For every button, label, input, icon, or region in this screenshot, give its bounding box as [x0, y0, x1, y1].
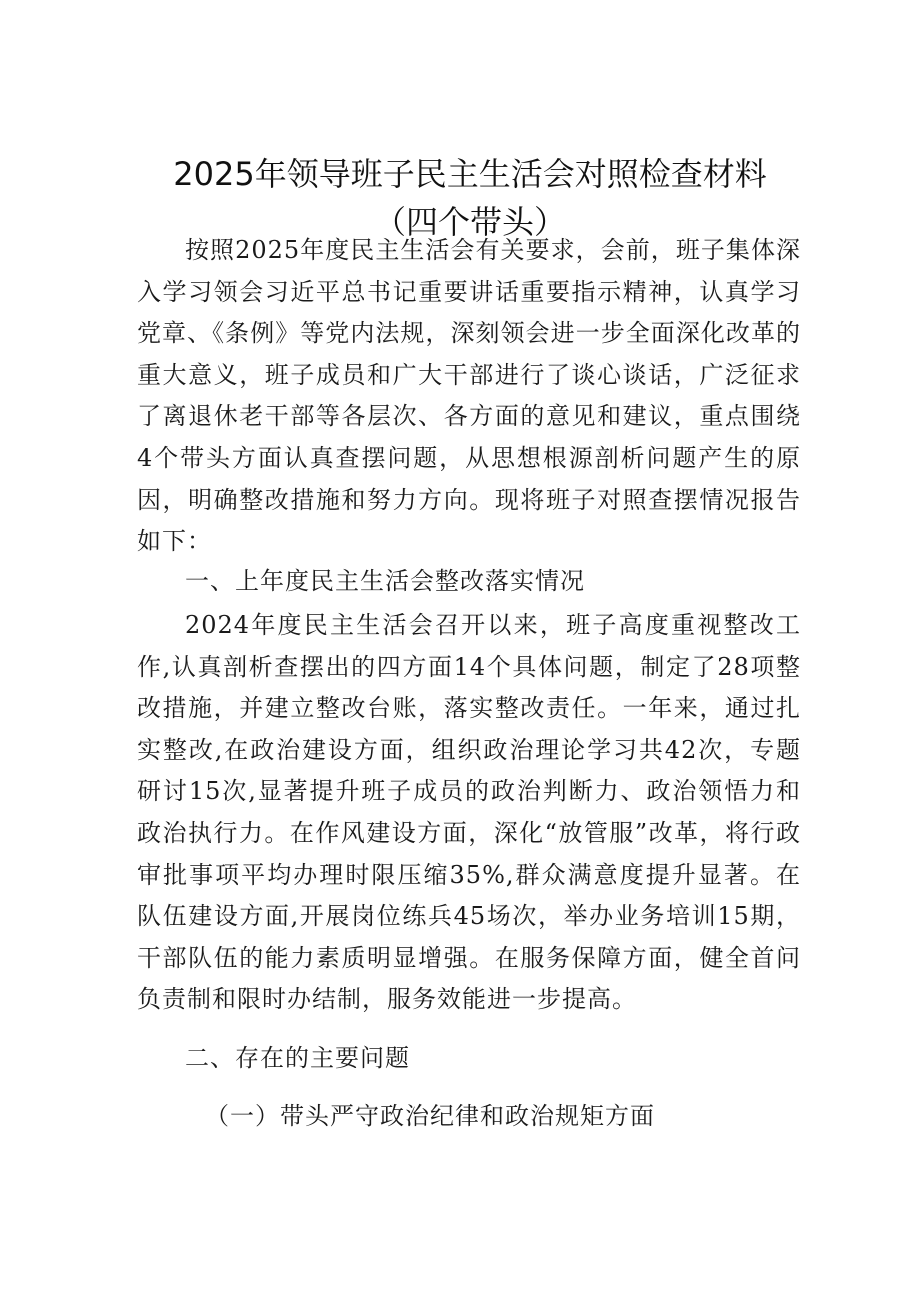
subsection-heading-1: （一）带头严守政治纪律和政治规矩方面 [205, 1102, 655, 1130]
section-1-paragraph: 2024年度民主生活会召开以来，班子高度重视整改工作,认真剖析查摆出的四方面14个具体问题，制定了28项整改措施，并建立整改台账，落实整改责任。一年来，通过扎实整改,在政治建设方面，组织政治理论学习共42次，专题研讨15次,显著提升班子成员的政治判断力、政治领悟力和政治执行力。在作风建设方面，深化“放管服”改革，将行政审批事项平均办理时限压缩35%,群众满意度提升显著。在队伍建设方面,开展岗位练兵45场次，举办业务培训15期，干部队伍的能力素质明显增强。在服务保障方面，健全首问负责制和限时办结制，服务效能进一步提高。 [137, 611, 801, 1014]
intro-paragraph: 按照2025年度民主生活会有关要求，会前，班子集体深入学习领会习近平总书记重要讲话重要指示精神，认真学习党章、《条例》等党内法规，深刻领会进一步全面深化改革的重大意义，班子成员和广大干部进行了谈心谈话，广泛征求了离退休老干部等各层次、各方面的意见和建议，重点围绕4个带头方面认真查摆问题，从思想根源剖析问题产生的原因，明确整改措施和努力方向。现将班子对照查摆情况报告如下： [137, 236, 801, 556]
document-title: 2025年领导班子民主生活会对照检查材料（四个带头） [173, 155, 767, 241]
section-heading-2: 二、存在的主要问题 [185, 1044, 410, 1072]
section-heading-1: 一、上年度民主生活会整改落实情况 [185, 567, 585, 595]
